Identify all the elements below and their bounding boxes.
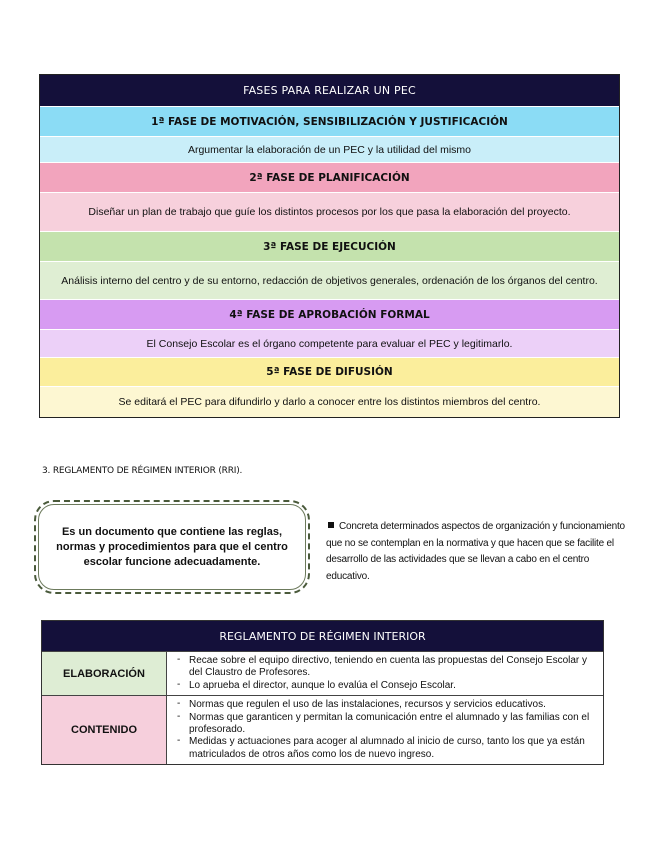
row-content — [167, 652, 603, 695]
phase-5-text: Se editará el PEC para difundirlo y darlo a conocer entre los distintos miembros del centro. — [40, 386, 619, 417]
list-item: - Normas que garanticen y permitan la comunicación entre el alumnado y las familias con el profesorado. — [175, 712, 595, 737]
section-heading: 3. REGLAMENTO DE RÉGIMEN INTERIOR (RRI). — [42, 466, 243, 476]
square-bullet-icon — [328, 522, 334, 528]
row-label-elaboracion: ELABORACIÓN — [42, 652, 167, 695]
phase-4-title: 4ª FASE DE APROBACIÓN FORMAL — [40, 299, 619, 329]
phase-2-title: 2ª FASE DE PLANIFICACIÓN — [40, 162, 619, 192]
phase-3-text: Análisis interno del centro y de su entorno, redacción de objetivos generales, ordenación de los órganos del centro. — [40, 261, 619, 299]
rri-table — [41, 620, 604, 765]
definition-box — [34, 500, 310, 594]
list-item: - Normas que regulen el uso de las instalaciones, recursos y servicios educativos. — [175, 699, 595, 711]
row-content — [167, 696, 603, 764]
row-label-contenido: CONTENIDO — [42, 696, 167, 764]
phase-4-text: El Consejo Escolar es el órgano competente para evaluar el PEC y legitimarlo. — [40, 329, 619, 357]
phase-5-title: 5ª FASE DE DIFUSIÓN — [40, 357, 619, 386]
phase-3-title: 3ª FASE DE EJECUCIÓN — [40, 231, 619, 261]
phase-1-text: Argumentar la elaboración de un PEC y la utilidad del mismo — [40, 136, 619, 162]
fases-table-title: FASES PARA REALIZAR UN PEC — [40, 75, 619, 106]
side-note-text: Concreta determinados aspectos de organización y funcionamiento que no se contemplan en la normativa y que hacen que se facilite el desarrollo de las actividades que se llevan a cabo en el centro educativo. — [326, 521, 625, 582]
list-item: - Medidas y actuaciones para acoger al alumnado al inicio de curso, tanto los que ya están matriculados de otros años como los de nuevo ingreso. — [175, 736, 595, 761]
table-row — [42, 695, 603, 764]
definition-text: Es un documento que contiene las reglas, normas y procedimientos para que el centro escolar funcione adecuadamente. — [56, 525, 288, 568]
phase-1-title: 1ª FASE DE MOTIVACIÓN, SENSIBILIZACIÓN Y JUSTIFICACIÓN — [40, 106, 619, 136]
phase-2-text: Diseñar un plan de trabajo que guíe los distintos procesos por los que pasa la elaboración del proyecto. — [40, 192, 619, 231]
list-item: - Recae sobre el equipo directivo, teniendo en cuenta las propuestas del Consejo Escolar y del Claustro de Profesores. — [175, 655, 595, 680]
side-note — [326, 519, 630, 585]
rri-table-title: REGLAMENTO DE RÉGIMEN INTERIOR — [42, 621, 603, 651]
fases-table — [39, 74, 620, 418]
list-item: - Lo aprueba el director, aunque lo evalúa el Consejo Escolar. — [175, 680, 595, 692]
table-row — [42, 651, 603, 695]
